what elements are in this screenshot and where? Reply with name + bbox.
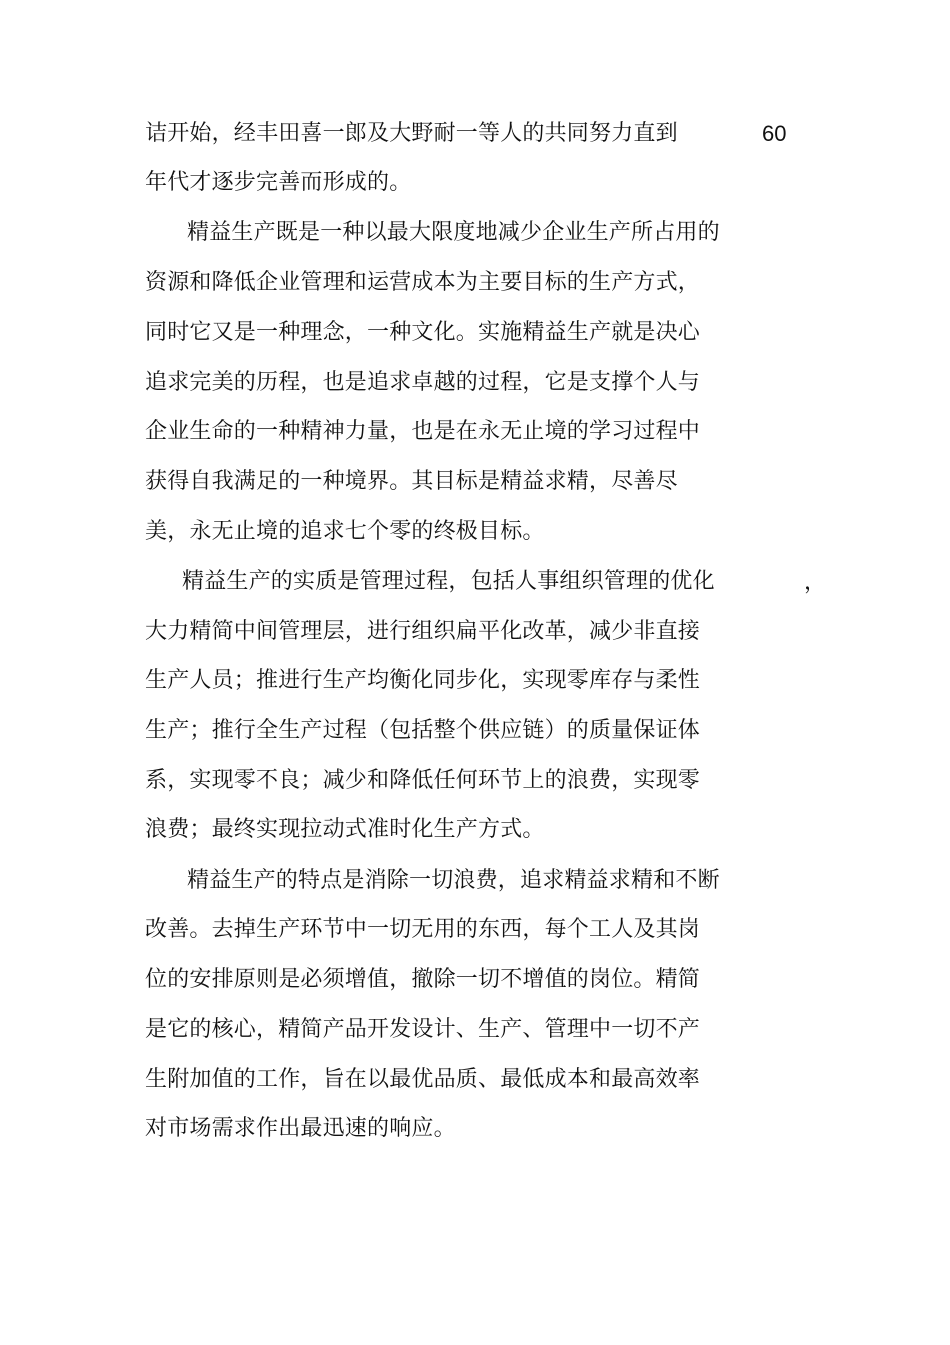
stray-comma: ， xyxy=(804,569,827,594)
paragraph-first-line: 精益生产既是一种以最大限度地减少企业生产所占用的 xyxy=(187,220,720,245)
text-line: 诘开始，经丰田喜一郎及大野耐一等人的共同努力直到 xyxy=(145,121,678,146)
text-line: 追求完美的历程，也是追求卓越的过程，它是支撑个人与 xyxy=(145,370,701,395)
text-line: 同时它又是一种理念，一种文化。实施精益生产就是决心 xyxy=(145,320,701,345)
paragraph-first-line: 精益生产的特点是消除一切浪费，追求精益求精和不断 xyxy=(187,868,720,893)
text-line: 美，永无止境的追求七个零的终极目标。 xyxy=(145,519,545,544)
text-line: 企业生命的一种精神力量，也是在永无止境的学习过程中 xyxy=(145,419,701,444)
text-line: 生附加值的工作，旨在以最优品质、最低成本和最高效率 xyxy=(145,1067,701,1092)
text-line: 浪费；最终实现拉动式准时化生产方式。 xyxy=(145,817,545,842)
text-line: 系，实现零不良；减少和降低任何环节上的浪费，实现零 xyxy=(145,768,701,793)
text-line: 获得自我满足的一种境界。其目标是精益求精，尽善尽 xyxy=(145,469,678,494)
text-line: 对市场需求作出最迅速的响应。 xyxy=(145,1116,456,1141)
text-line: 年代才逐步完善而形成的。 xyxy=(145,170,412,195)
page-number-marker: 60 xyxy=(762,121,787,146)
paragraph-first-line: 精益生产的实质是管理过程，包括人事组织管理的优化 xyxy=(182,569,715,594)
text-line: 大力精简中间管理层，进行组织扁平化改革，减少非直接 xyxy=(145,619,701,644)
text-line: 资源和降低企业管理和运营成本为主要目标的生产方式， xyxy=(145,270,701,295)
text-line: 生产人员；推进行生产均衡化同步化，实现零库存与柔性 xyxy=(145,668,701,693)
text-line: 改善。去掉生产环节中一切无用的东西，每个工人及其岗 xyxy=(145,917,701,942)
text-line: 是它的核心，精简产品开发设计、生产、管理中一切不产 xyxy=(145,1017,701,1042)
text-line: 位的安排原则是必须增值，撤除一切不增值的岗位。精简 xyxy=(145,967,701,992)
text-line: 生产；推行全生产过程（包括整个供应链）的质量保证体 xyxy=(145,718,701,743)
